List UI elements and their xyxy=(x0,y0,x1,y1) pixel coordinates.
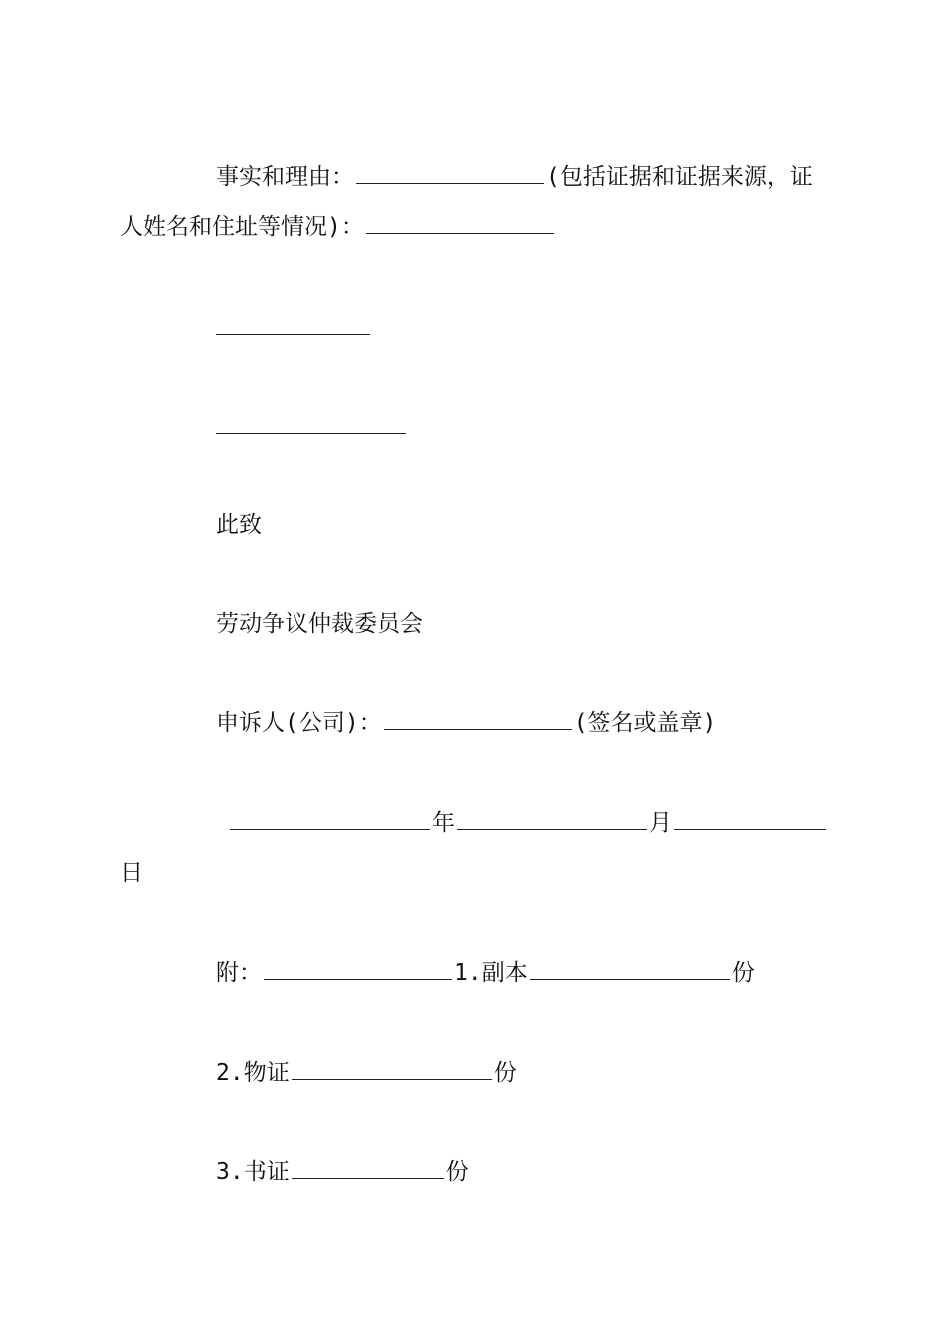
facts-line xyxy=(216,162,813,192)
attachment-item-2-blank[interactable] xyxy=(292,1059,492,1080)
attachments-blank[interactable] xyxy=(264,959,452,980)
day-blank[interactable] xyxy=(674,809,826,830)
attachments-line xyxy=(216,958,755,988)
attachment-item-2: 2.物证 xyxy=(216,1060,290,1086)
date-line xyxy=(228,808,828,838)
year-label: 年 xyxy=(432,810,455,836)
attachment-item-3-unit: 份 xyxy=(445,1159,469,1185)
attachment-item-1-blank[interactable] xyxy=(530,959,730,980)
salutation: 此致 xyxy=(216,512,262,538)
signer-suffix: (签名或盖章) xyxy=(573,710,717,736)
attachment-item-1-unit: 份 xyxy=(731,960,755,986)
attachments-label: 附： xyxy=(216,960,262,986)
day-label: 日 xyxy=(120,860,143,886)
signer-blank[interactable] xyxy=(384,709,572,730)
recipient: 劳动争议仲裁委员会 xyxy=(216,611,423,637)
facts-blank[interactable] xyxy=(356,163,544,184)
month-blank[interactable] xyxy=(457,809,647,830)
attachment-item-1: 1.副本 xyxy=(454,960,528,986)
attachment-item-3-blank[interactable] xyxy=(292,1158,444,1179)
facts-continuation: 人姓名和住址等情况)： xyxy=(120,214,364,240)
attachment-item-2-line xyxy=(216,1058,517,1088)
month-label: 月 xyxy=(649,810,672,836)
facts-continuation-line xyxy=(120,212,556,242)
facts-continuation-blank[interactable] xyxy=(366,213,554,234)
attachment-item-3: 3.书证 xyxy=(216,1159,290,1185)
reason-blank-1[interactable] xyxy=(216,334,370,335)
attachment-item-3-line xyxy=(216,1157,469,1187)
attachment-item-2-unit: 份 xyxy=(493,1060,517,1086)
reason-blank-2[interactable] xyxy=(216,433,406,434)
facts-label: 事实和理由： xyxy=(216,164,354,190)
signer-label: 申诉人(公司)： xyxy=(216,710,382,736)
signer-line xyxy=(216,708,716,738)
year-blank[interactable] xyxy=(230,809,430,830)
facts-paren: (包括证据和证据来源，证 xyxy=(546,164,813,190)
